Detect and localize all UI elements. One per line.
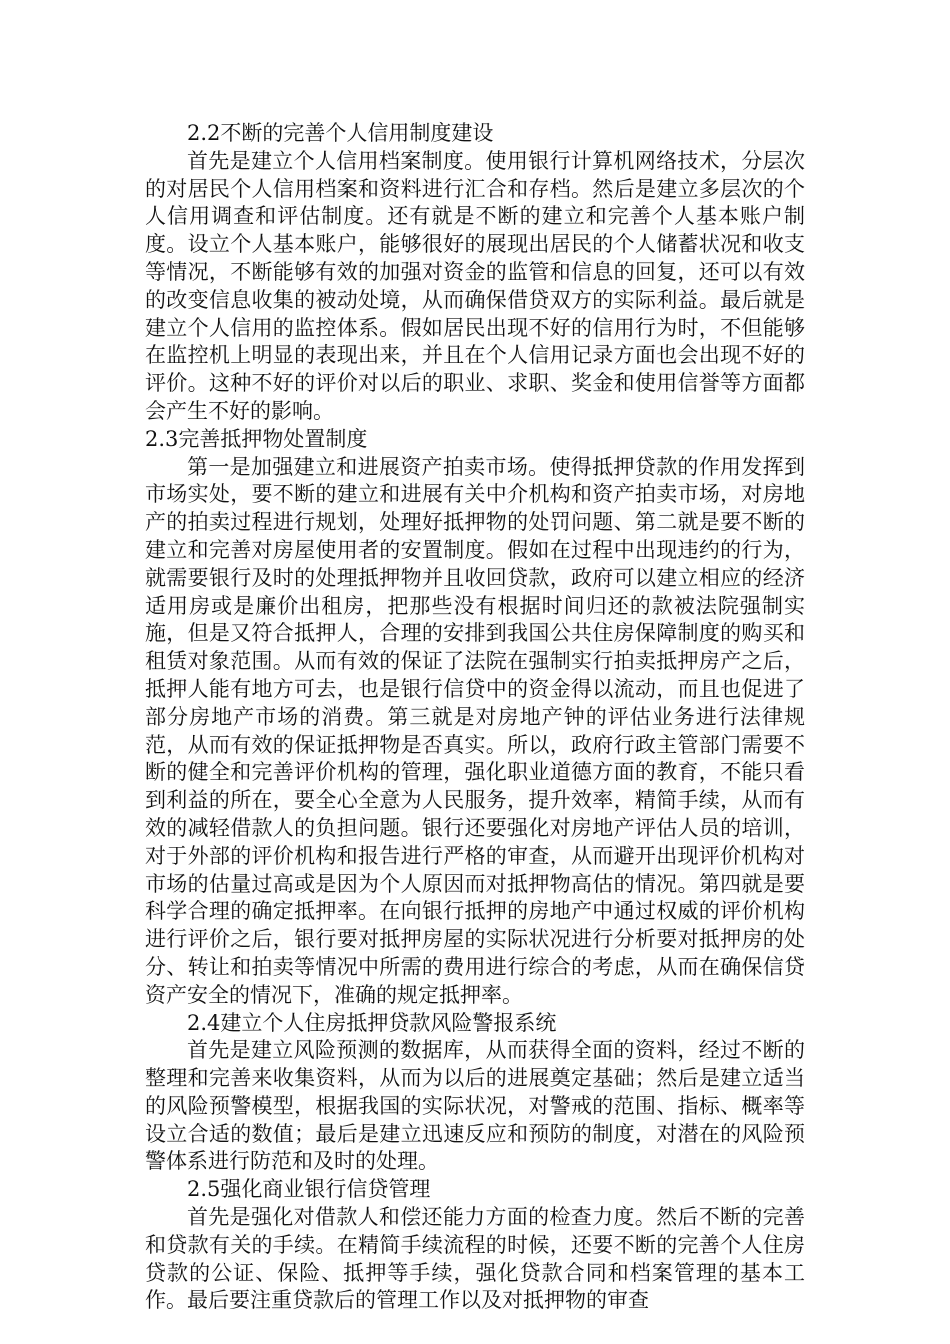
document-page [145,120,805,1315]
section-heading-2-3: 2.3完善抵押物处置制度 [145,426,368,451]
section-body-2-2: 首先是建立个人信用档案制度。使用银行计算机网络技术，分层次的对居民个人信用档案和资料进行汇合和存档。然后是建立多层次的个人信用调查和评估制度。还有就是不断的建立和完善个人基本账户制度。设立个人基本账户，能够很好的展现出居民的个人储蓄状况和收支等情况，不断能够有效的加强对资金的监管和信息的回复，还可以有效的改变信息收集的被动处境，从而确保借贷双方的实际利益。最后就是建立个人信用的监控体系。假如居民出现不好的信用行为时，不但能够在监控机上明显的表现出来，并且在个人信用记录方面也会出现不好的评价。这种不好的评价对以后的职业、求职、奖金和使用信誉等方面都会产生不好的影响。 [145,148,805,423]
section-heading-2-4: 2.4建立个人住房抵押贷款风险警报系统 [187,1010,557,1035]
section-body-2-4: 首先是建立风险预测的数据库，从而获得全面的资料，经过不断的整理和完善来收集资料，从而为以后的进展奠定基础；然后是建立适当的风险预警模型，根据我国的实际状况，对警戒的范围、指标、概率等设立合适的数值；最后是建立迅速反应和预防的制度，对潜在的风险预警体系进行防范和及时的处理。 [145,1038,805,1174]
section-heading-2-5: 2.5强化商业银行信贷管理 [187,1177,431,1202]
section-body-2-3: 第一是加强建立和进展资产拍卖市场。使得抵押贷款的作用发挥到市场实处，要不断的建立和进展有关中介机构和资产拍卖市场，对房地产的拍卖过程进行规划，处理好抵押物的处罚问题、第二就是要不断的建立和完善对房屋使用者的安置制度。假如在过程中出现违约的行为，就需要银行及时的处理抵押物并且收回贷款，政府可以建立相应的经济适用房或是廉价出租房，把那些没有根据时间归还的款被法院强制实施，但是又符合抵押人，合理的安排到我国公共住房保障制度的购买和租赁对象范围。从而有效的保证了法院在强制实行拍卖抵押房产之后，抵押人能有地方可去，也是银行信贷中的资金得以流动，而且也促进了部分房地产市场的消费。第三就是对房地产钟的评估业务进行法律规范，从而有效的保证抵押物是否真实。所以，政府行政主管部门需要不断的健全和完善评价机构的管理，强化职业道德方面的教育，不能只看到利益的所在，要全心全意为人民服务，提升效率，精简手续，从而有效的减轻借款人的负担问题。银行还要强化对房地产评估人员的培训，对于外部的评价机构和报告进行严格的审查，从而避开出现评价机构对市场的估量过高或是因为个人原因而对抵押物高估的情况。第四就是要科学合理的确定抵押率。在向银行抵押的房地产中通过权威的评价机构进行评价之后，银行要对抵押房屋的实际状况进行分析要对抵押房的处分、转让和拍卖等情况中所需的费用进行综合的考虑，从而在确保信贷资产安全的情况下，准确的规定抵押率。 [145,454,805,1007]
section-heading-2-2: 2.2不断的完善个人信用制度建设 [187,121,494,145]
section-body-2-5: 首先是强化对借款人和偿还能力方面的检查力度。然后不断的完善和贷款有关的手续。在精简手续流程的时候，还要不断的完善个人住房贷款的公证、保险、抵押等手续，强化贷款合同和档案管理的基本工作。最后要注重贷款后的管理工作以及对抵押物的审查 [145,1205,805,1313]
